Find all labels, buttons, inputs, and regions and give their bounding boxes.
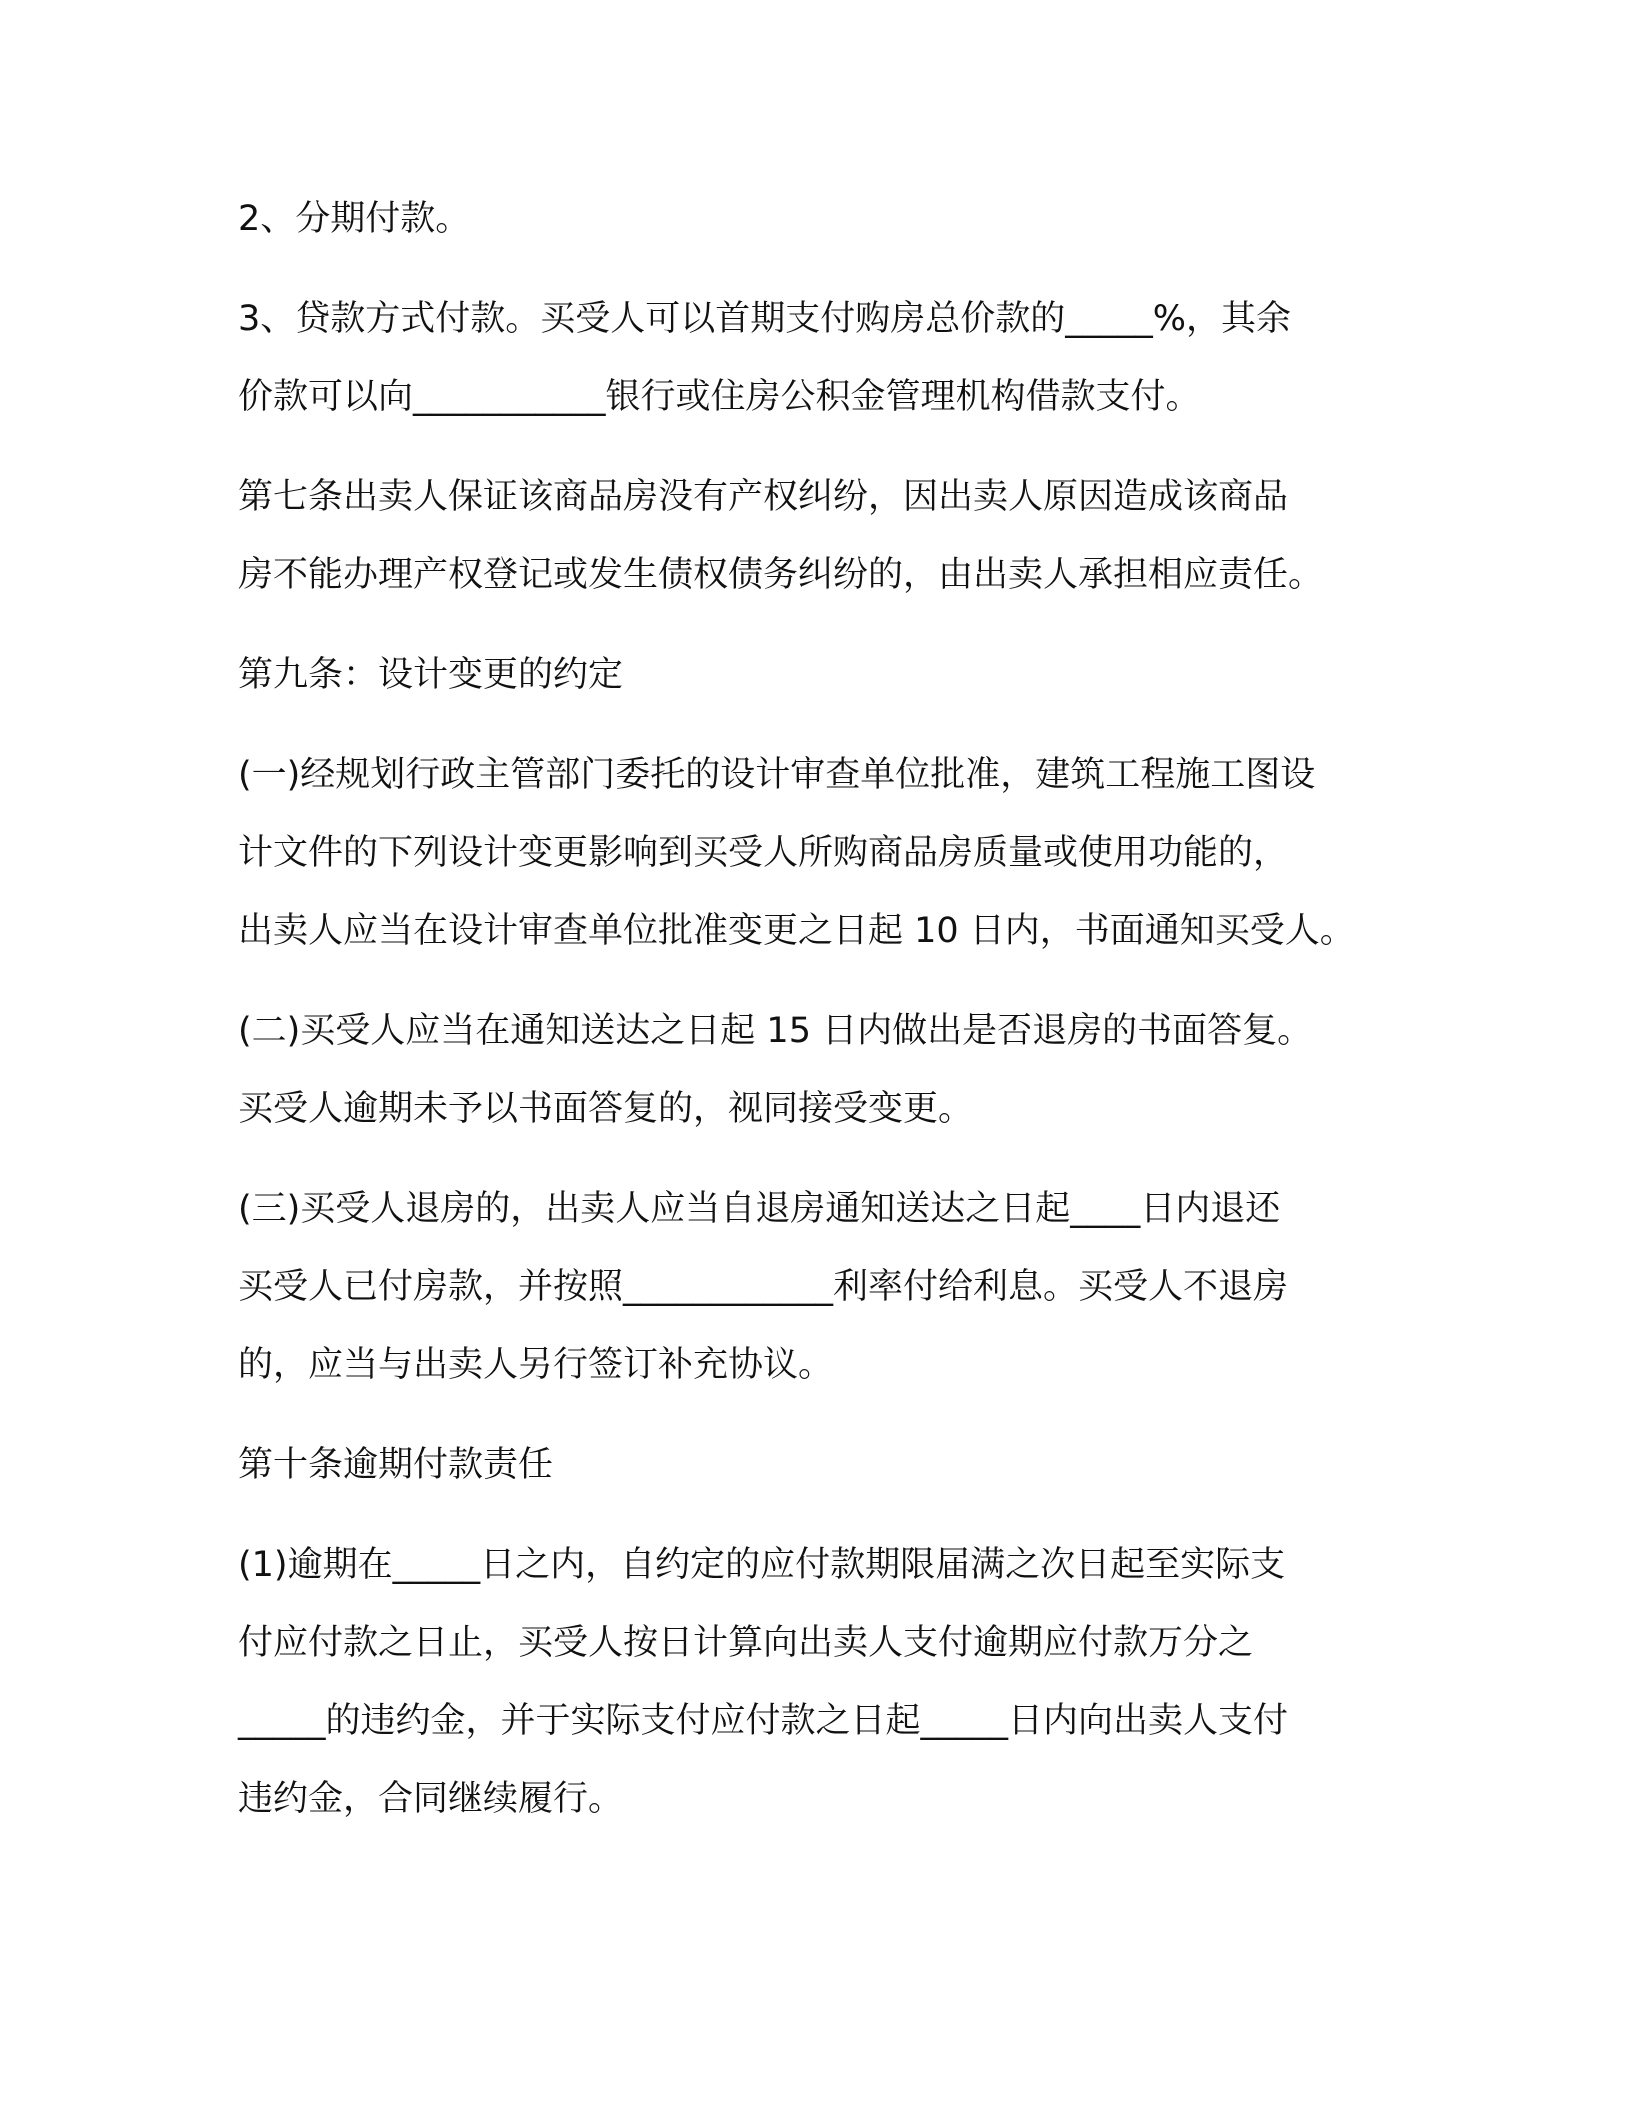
text-line: 3、贷款方式付款。买受人可以首期支付购房总价款的_____%，其余 [238,299,1292,339]
document-body [238,180,1418,1860]
text-line: (一)经规划行政主管部门委托的设计审查单位批准，建筑工程施工图设 [238,755,1316,795]
text-line: 出卖人应当在设计审查单位批准变更之日起 10 日内，书面通知买受人。 [238,911,1355,951]
paragraph-installment-payment [238,180,1418,258]
text-line: 第九条：设计变更的约定 [238,655,624,695]
text-line: 买受人已付房款，并按照____________利率付给利息。买受人不退房 [238,1267,1289,1307]
paragraph-article-10-item-1 [238,1526,1418,1838]
text-line: (1)逾期在_____日之内，自约定的应付款期限届满之次日起至实际支 [238,1545,1286,1585]
text-line: (三)买受人退房的，出卖人应当自退房通知送达之日起____日内退还 [238,1189,1281,1229]
heading-article-9 [238,636,1418,714]
text-line: 第七条出卖人保证该商品房没有产权纠纷，因出卖人原因造成该商品 [238,477,1289,517]
text-line: 第十条逾期付款责任 [238,1445,554,1485]
text-line: 的，应当与出卖人另行签订补充协议。 [238,1345,834,1385]
paragraph-loan-payment [238,280,1418,436]
paragraph-article-9-item-2 [238,992,1418,1148]
text-line: 买受人逾期未予以书面答复的，视同接受变更。 [238,1089,974,1129]
text-line: _____的违约金，并于实际支付应付款之日起_____日内向出卖人支付 [238,1701,1289,1741]
paragraph-article-9-item-3 [238,1170,1418,1404]
text-line: 违约金，合同继续履行。 [238,1779,624,1819]
paragraph-article-7 [238,458,1418,614]
heading-article-10 [238,1426,1418,1504]
text-line: 付应付款之日止，买受人按日计算向出卖人支付逾期应付款万分之 [238,1623,1254,1663]
text-line: (二)买受人应当在通知送达之日起 15 日内做出是否退房的书面答复。 [238,1011,1313,1051]
text-line: 房不能办理产权登记或发生债权债务纠纷的，由出卖人承担相应责任。 [238,555,1324,595]
text-line: 2、分期付款。 [238,199,471,239]
text-line: 计文件的下列设计变更影响到买受人所购商品房质量或使用功能的， [238,833,1289,873]
paragraph-article-9-item-1 [238,736,1418,970]
text-line: 价款可以向___________银行或住房公积金管理机构借款支付。 [238,377,1201,417]
